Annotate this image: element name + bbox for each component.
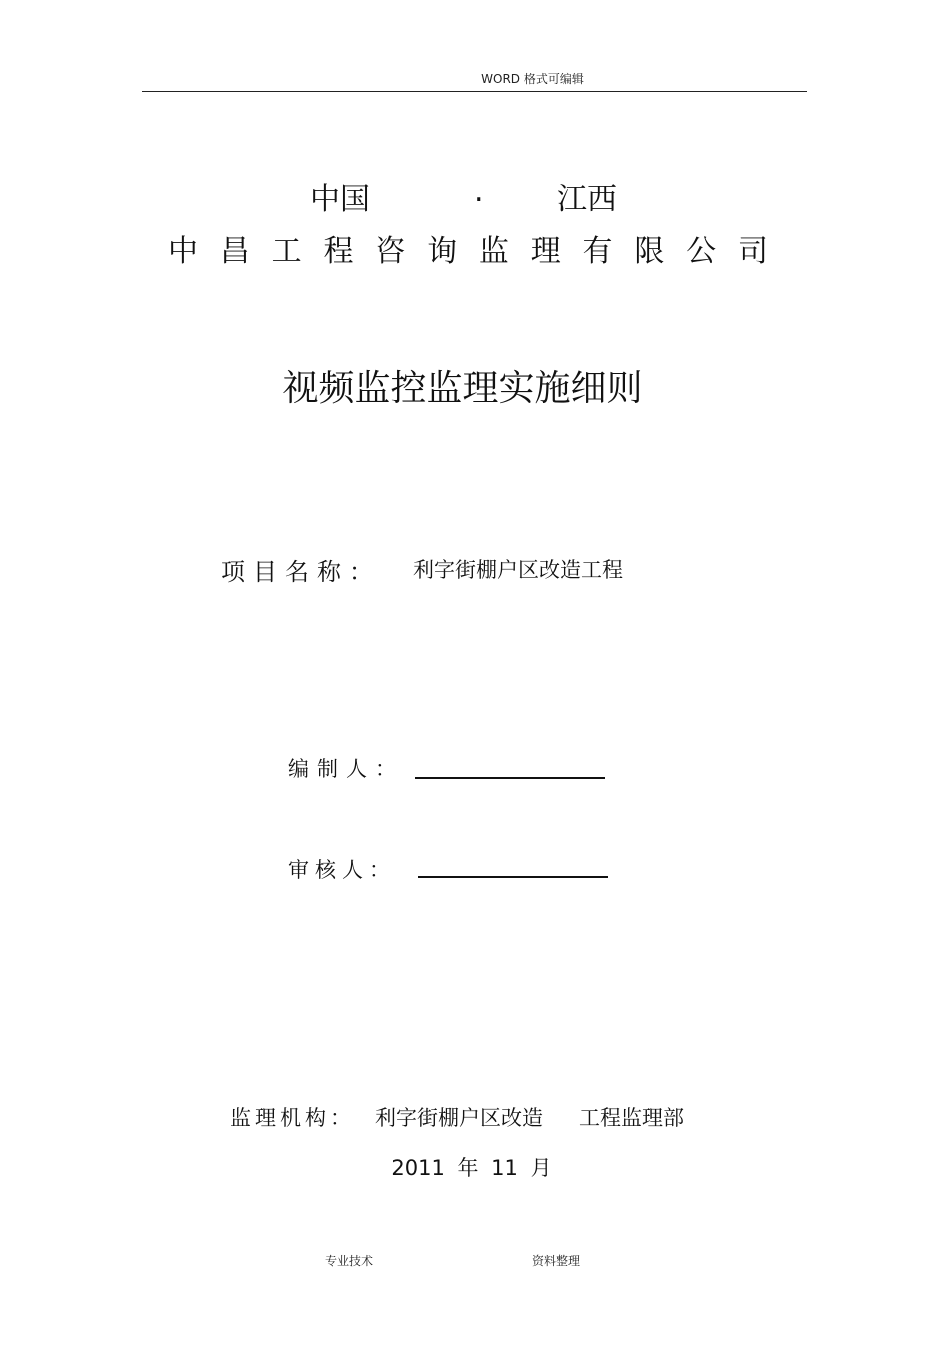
reviewer-label: 审核人： <box>288 858 396 882</box>
organization-char: 询 <box>427 234 458 269</box>
organization-char: 程 <box>323 234 354 269</box>
organization-char: 监 <box>478 234 509 269</box>
organization-char: 咨 <box>375 234 406 269</box>
project-name-value: 利字街棚户区改造工程 <box>413 558 623 582</box>
supervision-agency-department: 工程监理部 <box>579 1106 684 1130</box>
document-title: 视频监控监理实施细则 <box>282 368 643 409</box>
header-rule <box>142 91 807 92</box>
supervision-agency-label: 监理机构： <box>230 1106 355 1130</box>
organization-char: 昌 <box>219 234 250 269</box>
project-name-label: 项目名称： <box>221 558 381 586</box>
organization-char: 司 <box>737 234 768 269</box>
organization-province: 江西 <box>557 182 617 217</box>
organization-char: 工 <box>271 234 302 269</box>
organization-line-1 <box>0 174 950 217</box>
organization-char: 理 <box>530 234 561 269</box>
page-header-text: WORD 格式可编辑 <box>481 72 584 86</box>
footer-right-text: 资料整理 <box>532 1254 581 1268</box>
organization-char: 公 <box>686 234 717 269</box>
compiler-label: 编制人： <box>288 757 404 781</box>
organization-dot: . <box>474 174 484 209</box>
document-date: 2011 年 11 月 <box>391 1156 552 1180</box>
organization-country: 中国 <box>310 182 370 217</box>
footer-left-text: 专业技术 <box>325 1254 374 1268</box>
organization-char: 中 <box>168 234 198 269</box>
organization-name <box>168 226 768 270</box>
organization-char: 有 <box>582 234 613 269</box>
compiler-signature-line <box>415 777 605 779</box>
organization-char: 限 <box>634 234 665 269</box>
supervision-agency-value: 利字街棚户区改造 <box>375 1106 543 1130</box>
reviewer-signature-line <box>418 876 608 878</box>
